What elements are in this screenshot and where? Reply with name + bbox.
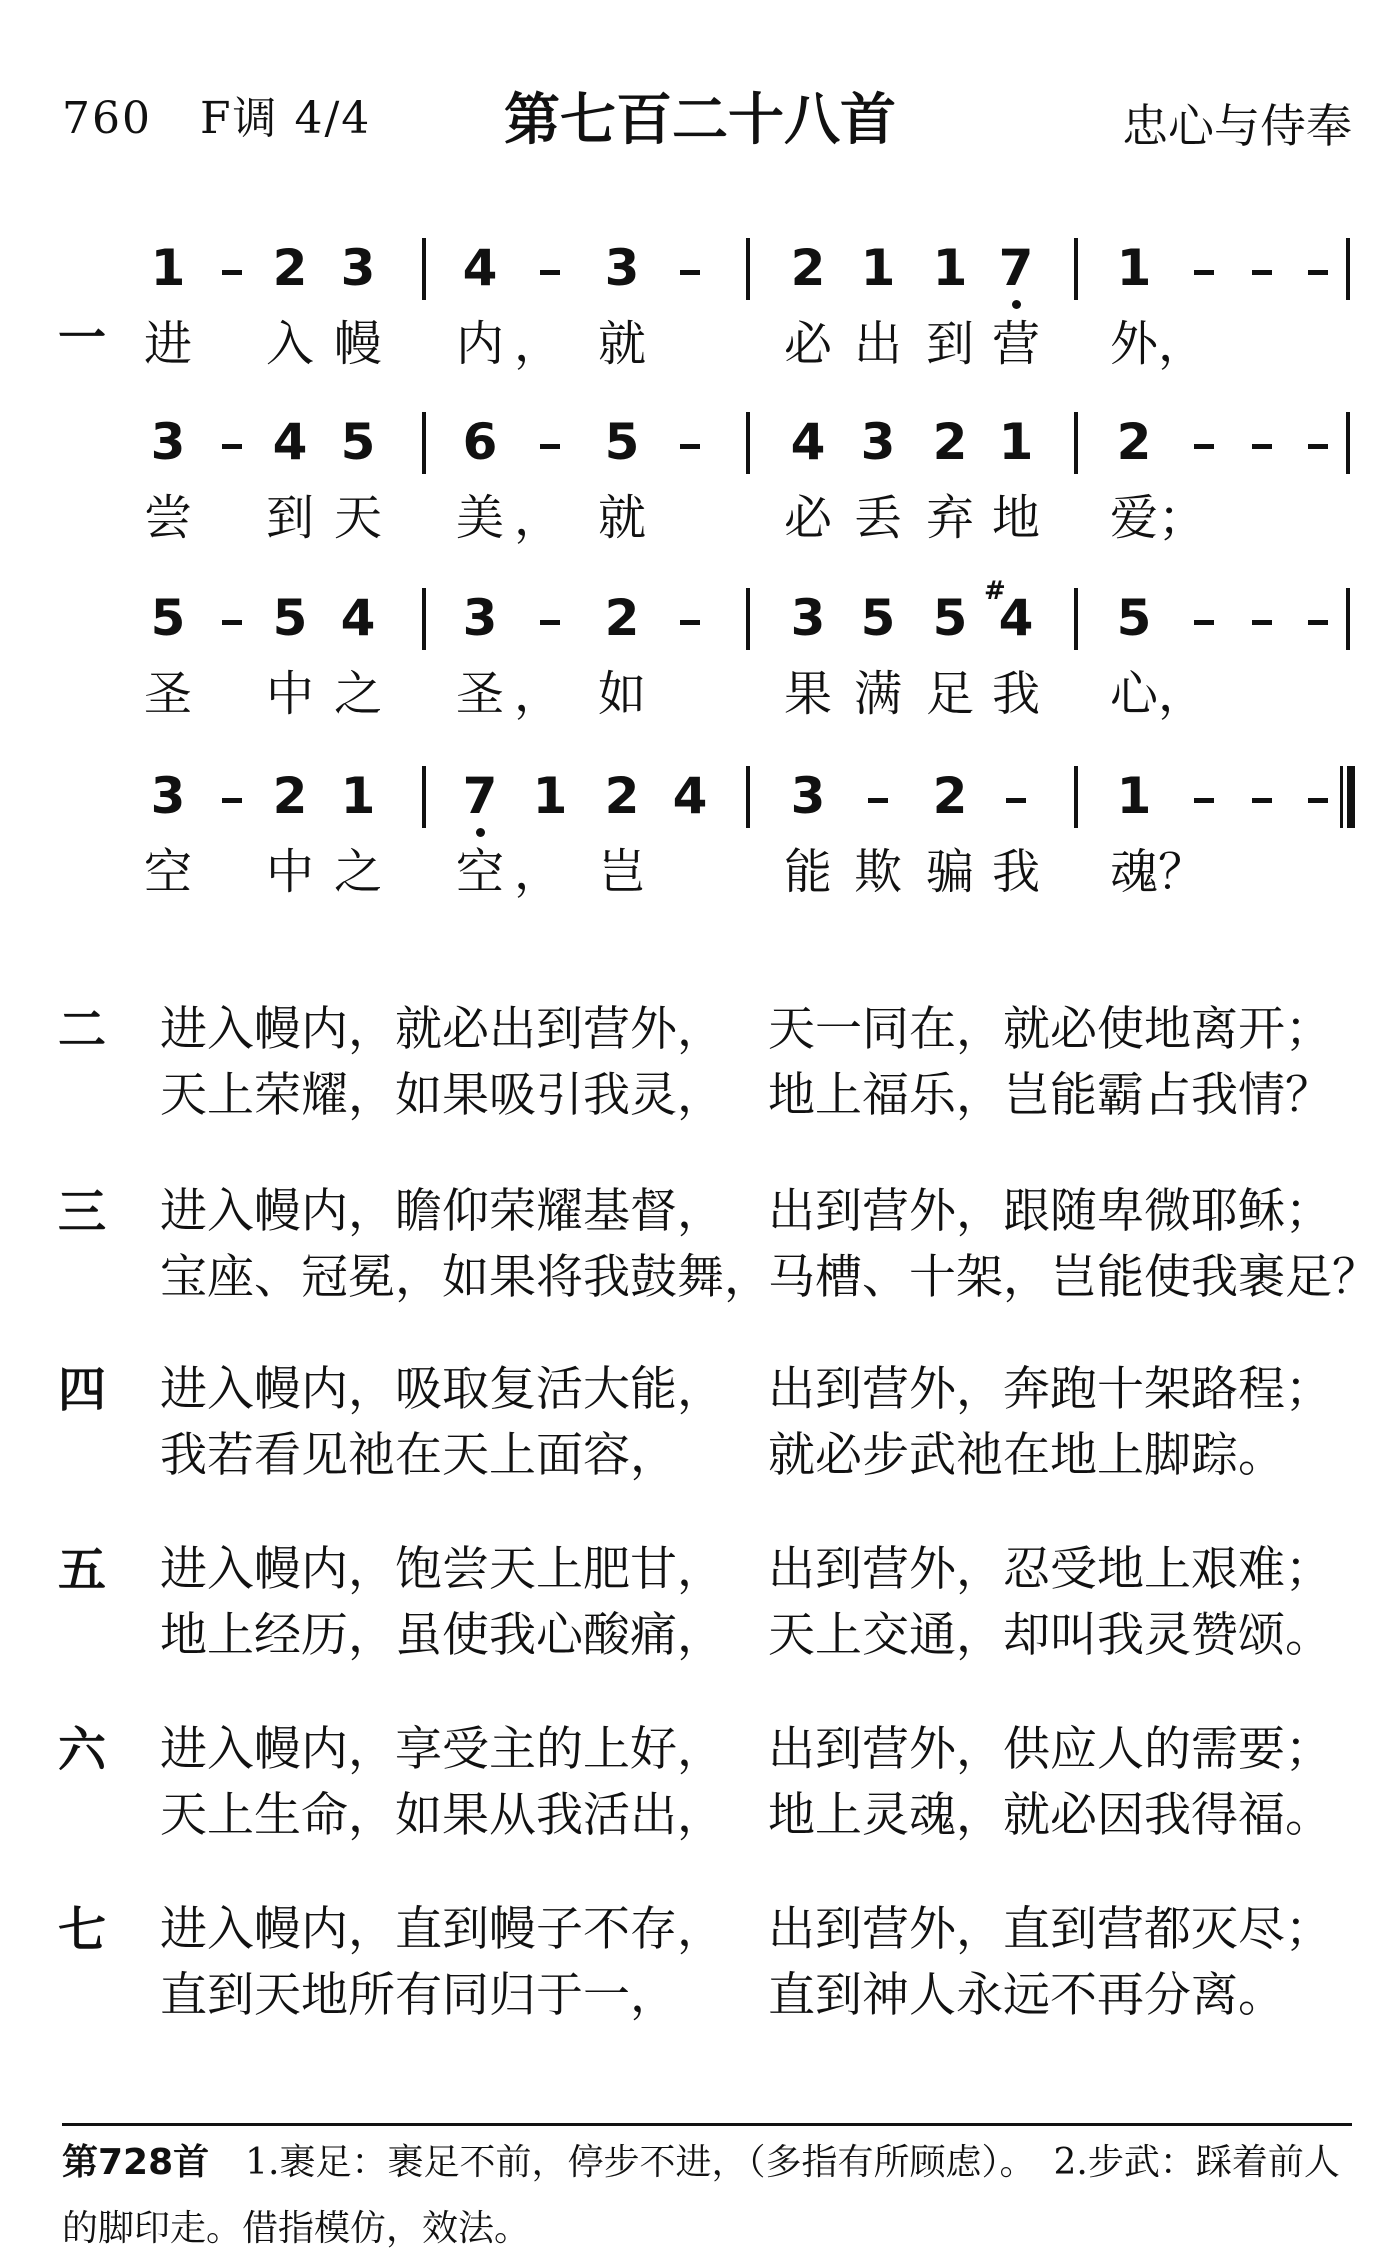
verse-number: 三 <box>58 1184 107 1240</box>
note-dash <box>1308 270 1328 275</box>
barline <box>422 588 426 650</box>
lyric-syllable: 岂 <box>597 844 646 900</box>
lyric-syllable: 足 <box>925 666 974 722</box>
verse-line: 地上福乐，岂能霸占我情？ <box>768 1068 1332 1123</box>
note-dash <box>1194 444 1214 449</box>
note: 2 <box>932 413 968 471</box>
hymn-number: 760 <box>62 93 152 144</box>
lyric-syllable: 到 <box>925 316 974 372</box>
barline <box>746 766 750 828</box>
note: 2 <box>790 239 826 297</box>
barline-thin <box>1340 766 1343 828</box>
verse-line: 出到营外，忍受地上艰难； <box>768 1542 1332 1597</box>
note-dash <box>680 444 700 449</box>
note-dash <box>1252 620 1272 625</box>
note: 1 <box>860 239 896 297</box>
note-dash <box>1308 620 1328 625</box>
note-dash <box>540 620 560 625</box>
barline <box>1346 588 1350 650</box>
lyric-syllable: 就 <box>597 490 646 546</box>
note: 3 <box>860 413 896 471</box>
note: 2 <box>1116 413 1152 471</box>
lyric-syllable: 天 <box>333 490 382 546</box>
note-dash <box>680 270 700 275</box>
note: 5 <box>272 589 308 647</box>
lyric-syllable: 尝 <box>143 490 192 546</box>
note: 3 <box>340 239 376 297</box>
note-dash <box>1252 444 1272 449</box>
lyric-syllable: 爱 <box>1109 490 1158 546</box>
note: 2 <box>932 767 968 825</box>
note: 2 <box>272 767 308 825</box>
sharp-accidental: # <box>984 576 1006 606</box>
verse-line: 地上灵魂，就必因我得福。 <box>768 1788 1332 1843</box>
hymn-meter: 4/4 <box>294 93 372 144</box>
barline <box>1346 238 1350 300</box>
note-dash <box>1194 620 1214 625</box>
note-dash <box>540 270 560 275</box>
lyric-syllable: 内 <box>455 316 504 372</box>
lyric-syllable: 我 <box>991 666 1040 722</box>
lyric-syllable: 圣 <box>455 666 504 722</box>
lyric-syllable: 进 <box>143 316 192 372</box>
barline <box>1074 412 1078 474</box>
lyric-syllable: 弃 <box>925 490 974 546</box>
note: 3 <box>150 767 186 825</box>
note-dash <box>1252 798 1272 803</box>
lyric-syllable: 到 <box>265 490 314 546</box>
lyric-syllable: 如 <box>597 666 646 722</box>
lyric-punctuation: ， <box>514 666 563 722</box>
barline <box>1074 238 1078 300</box>
note: 1 <box>998 413 1034 471</box>
verse-line: 天上荣耀，如果吸引我灵， <box>160 1068 724 1123</box>
note: 3 <box>790 767 826 825</box>
lyric-syllable: 必 <box>783 490 832 546</box>
footnote <box>62 2130 1362 2262</box>
note-dash <box>222 620 242 625</box>
hymn-key: F调 <box>199 93 279 144</box>
note: 7 <box>998 239 1034 297</box>
note: 5 <box>1116 589 1152 647</box>
lyric-punctuation: ， <box>1158 316 1207 372</box>
note: 4 <box>790 413 826 471</box>
verse-number: 六 <box>58 1722 107 1778</box>
note: 4 <box>340 589 376 647</box>
lyric-syllable: 丢 <box>853 490 902 546</box>
verse-line: 我若看见祂在天上面容， <box>160 1428 677 1483</box>
lyric-syllable: 美 <box>455 490 504 546</box>
lyric-syllable: 出 <box>853 316 902 372</box>
footnote-lead: 第728首 <box>62 2142 210 2183</box>
note: 1 <box>1116 239 1152 297</box>
verse-number-one: 一 <box>58 310 107 366</box>
barline <box>746 412 750 474</box>
lyric-punctuation: ， <box>1158 666 1207 722</box>
note: 1 <box>1116 767 1152 825</box>
verse-number: 二 <box>58 1002 107 1058</box>
note: 4 <box>672 767 708 825</box>
lyric-syllable: 外 <box>1109 316 1158 372</box>
note: 1 <box>340 767 376 825</box>
barline <box>746 238 750 300</box>
lyric-punctuation: ， <box>514 490 563 546</box>
note-dash <box>1194 798 1214 803</box>
verse-number: 四 <box>58 1362 107 1418</box>
note-dash <box>222 798 242 803</box>
barline <box>422 766 426 828</box>
barline <box>422 238 426 300</box>
note: 3 <box>604 239 640 297</box>
hymn-theme: 忠心与侍奉 <box>1122 99 1352 153</box>
verse-line: 直到天地所有同归于一， <box>160 1968 677 2023</box>
hymn-title: 第七百二十八首 <box>504 88 896 153</box>
music-score <box>0 0 1400 960</box>
note: 2 <box>604 589 640 647</box>
note-dash <box>222 444 242 449</box>
note: 4 <box>462 239 498 297</box>
lyric-syllable: 心 <box>1109 666 1158 722</box>
note-dash <box>540 444 560 449</box>
note: 3 <box>150 413 186 471</box>
final-barline <box>1340 766 1356 828</box>
note: 3 <box>790 589 826 647</box>
lyric-punctuation: ； <box>1158 490 1207 546</box>
barline-thick <box>1347 766 1355 828</box>
lyric-punctuation: ， <box>514 844 563 900</box>
verse-line: 地上经历，虽使我心酸痛， <box>160 1608 724 1663</box>
verse-line: 进入幔内，享受主的上好， <box>160 1722 724 1777</box>
verse-line: 进入幔内，吸取复活大能， <box>160 1362 724 1417</box>
lyric-syllable: 果 <box>783 666 832 722</box>
lyric-punctuation: ， <box>514 316 563 372</box>
lyric-syllable: 魂 <box>1109 844 1158 900</box>
note-dash <box>868 798 888 803</box>
note: 5 <box>860 589 896 647</box>
footnote-text: 1.裹足：裹足不前，停步不进，（多指有所顾虑）。 2.步武：踩着前人的脚印走。借指模仿，效法。 <box>62 2142 1340 2249</box>
note: 6 <box>462 413 498 471</box>
note-dash <box>222 270 242 275</box>
barline <box>1074 766 1078 828</box>
note: 5 <box>932 589 968 647</box>
note: 4 <box>998 589 1034 647</box>
note: 2 <box>604 767 640 825</box>
lyric-syllable: 之 <box>333 666 382 722</box>
verse-line: 天上生命，如果从我活出， <box>160 1788 724 1843</box>
verse-line: 出到营外，直到营都灭尽； <box>768 1902 1332 1957</box>
verse-line: 就必步武祂在地上脚踪。 <box>768 1428 1285 1483</box>
note-dash <box>1194 270 1214 275</box>
verse-line: 进入幔内，饱尝天上肥甘， <box>160 1542 724 1597</box>
lyric-syllable: 能 <box>783 844 832 900</box>
barline <box>1346 412 1350 474</box>
note: 5 <box>340 413 376 471</box>
verse-line: 出到营外，供应人的需要； <box>768 1722 1332 1777</box>
verse-line: 出到营外，跟随卑微耶稣； <box>768 1184 1332 1239</box>
note-dash <box>680 620 700 625</box>
lyric-syllable: 就 <box>597 316 646 372</box>
note-dash <box>1308 444 1328 449</box>
low-octave-dot <box>1012 300 1021 309</box>
lyric-syllable: 欺 <box>853 844 902 900</box>
barline <box>1074 588 1078 650</box>
barline <box>746 588 750 650</box>
verse-line: 马槽、十架，岂能使我裹足？ <box>768 1250 1379 1305</box>
note-dash <box>1308 798 1328 803</box>
verse-line: 宝座、冠冕，如果将我鼓舞， <box>160 1250 771 1305</box>
verse-line: 进入幔内，直到幔子不存， <box>160 1902 724 1957</box>
note: 1 <box>532 767 568 825</box>
note: 5 <box>604 413 640 471</box>
note: 5 <box>150 589 186 647</box>
lyric-syllable: 圣 <box>143 666 192 722</box>
lyric-syllable: 幔 <box>333 316 382 372</box>
note: 1 <box>932 239 968 297</box>
verse-line: 天一同在，就必使地离开； <box>768 1002 1332 1057</box>
lyric-syllable: 我 <box>991 844 1040 900</box>
lyric-syllable: 之 <box>333 844 382 900</box>
barline <box>422 412 426 474</box>
verse-number: 五 <box>58 1542 107 1598</box>
lyric-syllable: 入 <box>265 316 314 372</box>
note: 1 <box>150 239 186 297</box>
lyric-syllable: 必 <box>783 316 832 372</box>
note: 7 <box>462 767 498 825</box>
note: 2 <box>272 239 308 297</box>
note-dash <box>1006 798 1026 803</box>
note-dash <box>1252 270 1272 275</box>
lyric-syllable: 中 <box>265 844 314 900</box>
verse-line: 直到神人永远不再分离。 <box>768 1968 1285 2023</box>
lyric-syllable: 空 <box>143 844 192 900</box>
lyric-syllable: 地 <box>991 490 1040 546</box>
note: 3 <box>462 589 498 647</box>
verse-line: 进入幔内，瞻仰荣耀基督， <box>160 1184 724 1239</box>
lyric-syllable: 中 <box>265 666 314 722</box>
note: 4 <box>272 413 308 471</box>
low-octave-dot <box>476 828 485 837</box>
verse-number: 七 <box>58 1902 107 1958</box>
lyric-punctuation: ？ <box>1158 844 1207 900</box>
lyric-syllable: 满 <box>853 666 902 722</box>
verse-line: 天上交通，却叫我灵赞颂。 <box>768 1608 1332 1663</box>
verse-line: 出到营外，奔跑十架路程； <box>768 1362 1332 1417</box>
lyric-syllable: 营 <box>991 316 1040 372</box>
lyric-syllable: 骗 <box>925 844 974 900</box>
lyric-syllable: 空 <box>455 844 504 900</box>
footnote-divider <box>62 2123 1352 2126</box>
verse-line: 进入幔内，就必出到营外， <box>160 1002 724 1057</box>
